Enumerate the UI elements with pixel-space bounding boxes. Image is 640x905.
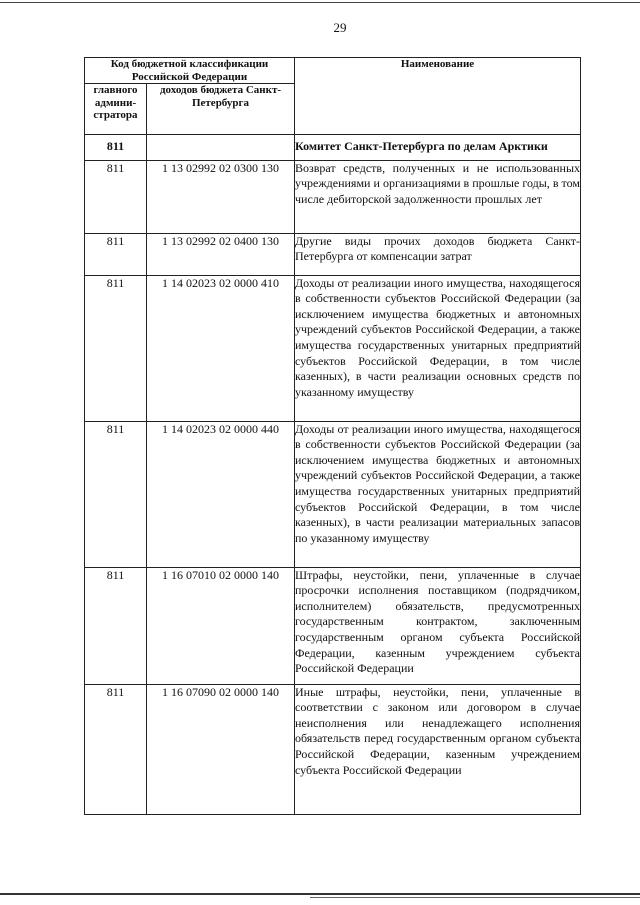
revenue-name: Доходы от реализации иного имущества, находящегося в собственности субъектов Российской Федерации (за исключением имущества бюджетных и автономных учреждений субъектов Российской Федерации, а также имущества государственных унитарных предприятий субъектов Российской Федерации, в том числе казенных), в части реализации основных средств по указанному имуществу (295, 275, 581, 421)
admin-code: 811 (85, 160, 147, 233)
revenue-code: 1 16 07010 02 0000 140 (147, 567, 295, 684)
revenue-name: Возврат средств, полученных и не использованных учреждениями и организациями в прошлые годы, в том числе дебиторской задолженности прошлых лет (295, 160, 581, 233)
header-revenue: доходов бюджета Санкт-Петербурга (147, 84, 295, 135)
committee-row (85, 135, 581, 161)
header-row-group (85, 58, 581, 84)
admin-code: 811 (85, 233, 147, 275)
header-name: Наименование (295, 58, 581, 135)
admin-code: 811 (85, 275, 147, 421)
bottom-scan-line-secondary (310, 897, 640, 898)
revenue-name: Штрафы, неустойки, пени, уплаченные в случае просрочки исполнения поставщиком (подрядчиком, исполнителем) обязательств, предусмотренных государственным контрактом, заключенным государственным органом субъекта Российской Федерации, казенным учреждением субъекта Российской Федерации (295, 567, 581, 684)
page-number: 29 (333, 20, 347, 35)
admin-code: 811 (85, 421, 147, 567)
top-scan-line (0, 2, 640, 3)
revenue-code: 1 13 02992 02 0400 130 (147, 233, 295, 275)
revenue-code: 1 16 07090 02 0000 140 (147, 684, 295, 814)
admin-code: 811 (85, 684, 147, 814)
table-row (85, 684, 581, 814)
admin-code: 811 (85, 567, 147, 684)
revenue-code: 1 14 02023 02 0000 410 (147, 275, 295, 421)
committee-admin-code: 811 (85, 135, 147, 161)
revenue-code: 1 14 02023 02 0000 440 (147, 421, 295, 567)
committee-revenue-code (147, 135, 295, 161)
table-row (85, 567, 581, 684)
budget-classification-table (84, 57, 581, 815)
committee-name: Комитет Санкт-Петербурга по делам Арктики (295, 135, 581, 161)
bottom-scan-line (0, 893, 640, 895)
table-row (85, 160, 581, 233)
revenue-name: Иные штрафы, неустойки, пени, уплаченные в соответствии с законом или договором в случае неисполнения или ненадлежащего исполнения обязательств перед государственным органом субъекта Российской Федерации, казенным учреждением субъекта Российской Федерации (295, 684, 581, 814)
header-admin: главного админи-стратора (85, 84, 147, 135)
header-classification-code: Код бюджетной классификации Российской Федерации (85, 58, 295, 84)
table-row (85, 275, 581, 421)
revenue-name: Другие виды прочих доходов бюджета Санкт-Петербурга от компенсации затрат (295, 233, 581, 275)
table-row (85, 421, 581, 567)
table-row (85, 233, 581, 275)
revenue-name: Доходы от реализации иного имущества, находящегося в собственности субъектов Российской Федерации (за исключением имущества бюджетных и автономных учреждений субъектов Российской Федерации, а также имущества государственных унитарных предприятий субъектов Российской Федерации, в том числе казенных), в части реализации материальных запасов по указанному имуществу (295, 421, 581, 567)
revenue-code: 1 13 02992 02 0300 130 (147, 160, 295, 233)
